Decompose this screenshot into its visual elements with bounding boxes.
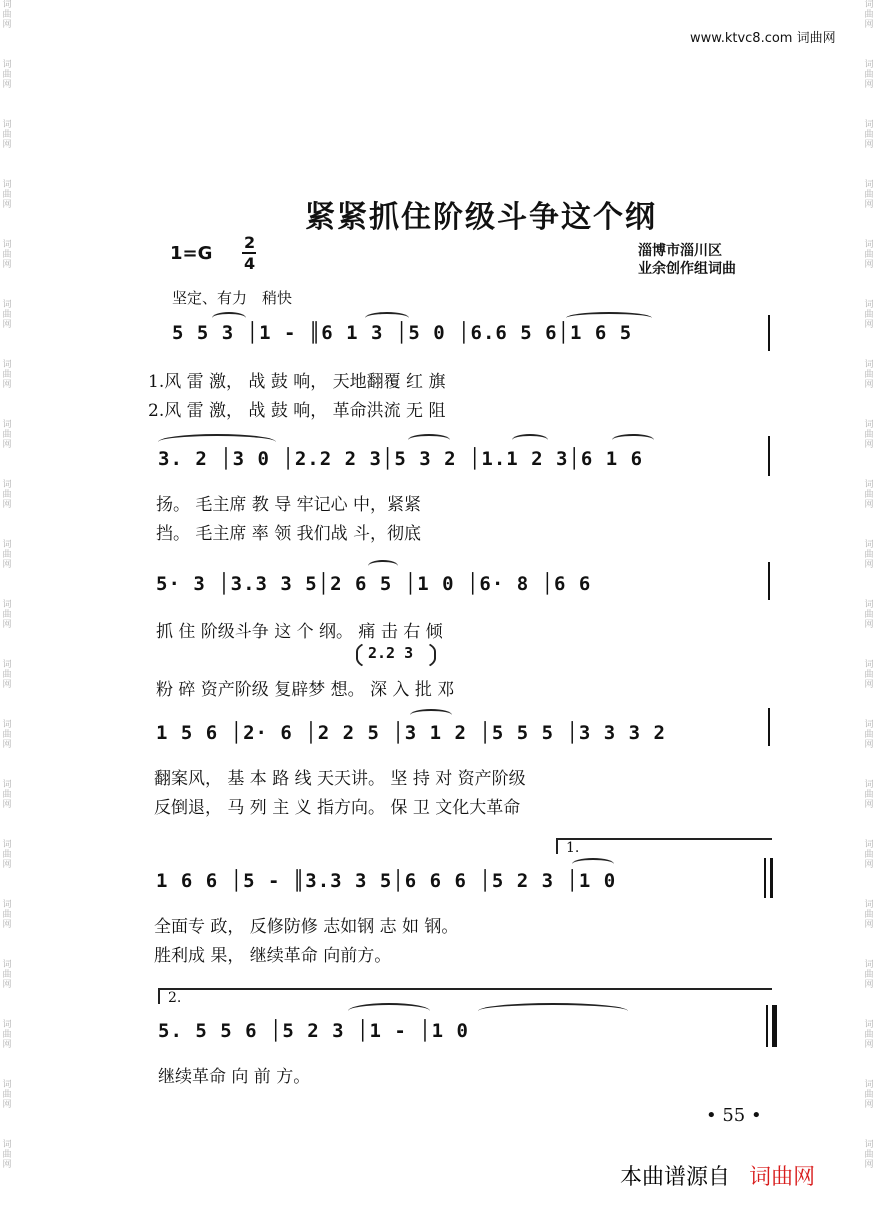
watermark-glyph: 网: [864, 200, 874, 210]
watermark-glyph: 曲: [2, 130, 12, 140]
watermark-gap: [862, 450, 876, 480]
watermark-glyph: 词: [2, 300, 12, 310]
watermark-gap: [0, 330, 14, 360]
lyrics-s3-v1: 抓 住 阶级斗争 这 个 纲。 痛 击 右 倾: [156, 622, 443, 642]
watermark-glyph: 网: [2, 680, 12, 690]
credit-line-2: 业余创作组词曲: [638, 261, 736, 277]
watermark-glyph: 曲: [2, 910, 12, 920]
watermark-glyph: 网: [2, 260, 12, 270]
watermark-glyph: 曲: [2, 1090, 12, 1100]
lyrics-s2-v1: 扬。 毛主席 教 导 牢记心 中，紧紧: [156, 495, 422, 515]
watermark-glyph: 曲: [2, 1150, 12, 1160]
watermark-glyph: 曲: [864, 190, 874, 200]
tempo-marking: 坚定、有力 稍快: [172, 289, 293, 307]
watermark-glyph: 词: [864, 600, 874, 610]
watermark-glyph: 网: [864, 1160, 874, 1170]
site-url[interactable]: www.ktvc8.com: [690, 31, 793, 46]
watermark-glyph: 网: [2, 860, 12, 870]
key-signature: 1=G: [170, 243, 213, 264]
watermark-glyph: 词: [2, 240, 12, 250]
watermark-glyph: 曲: [2, 370, 12, 380]
watermark-glyph: 网: [864, 1040, 874, 1050]
watermark-gap: [0, 30, 14, 60]
watermark-glyph: 网: [2, 920, 12, 930]
watermark-gap: [0, 570, 14, 600]
watermark-gap: [0, 750, 14, 780]
watermark-gap: [0, 1050, 14, 1080]
watermark-glyph: 网: [864, 620, 874, 630]
watermark-left: [0, 0, 14, 1200]
watermark-glyph: 网: [864, 260, 874, 270]
watermark-glyph: 词: [864, 780, 874, 790]
watermark-glyph: 曲: [2, 490, 12, 500]
watermark-glyph: 曲: [864, 670, 874, 680]
watermark-glyph: 网: [864, 380, 874, 390]
watermark-glyph: 词: [864, 60, 874, 70]
watermark-glyph: 网: [2, 320, 12, 330]
watermark-right: [862, 0, 876, 1200]
watermark-gap: [862, 930, 876, 960]
watermark-glyph: 曲: [2, 610, 12, 620]
watermark-gap: [0, 990, 14, 1020]
watermark-glyph: 词: [864, 720, 874, 730]
watermark-glyph: 曲: [2, 70, 12, 80]
watermark-glyph: 词: [2, 180, 12, 190]
watermark-gap: [862, 750, 876, 780]
barline: [768, 436, 770, 476]
watermark-glyph: 词: [864, 360, 874, 370]
footer-source[interactable]: [620, 1160, 815, 1191]
watermark-glyph: 词: [2, 360, 12, 370]
watermark-glyph: 词: [864, 180, 874, 190]
watermark-glyph: 网: [2, 1100, 12, 1110]
watermark-glyph: 网: [2, 620, 12, 630]
watermark-glyph: 曲: [2, 190, 12, 200]
time-sig-top: 2: [244, 233, 256, 252]
watermark-glyph: 词: [864, 840, 874, 850]
watermark-glyph: 网: [864, 320, 874, 330]
tie: [478, 1003, 628, 1019]
watermark-glyph: 网: [2, 1160, 12, 1170]
slur: [512, 434, 548, 446]
watermark-glyph: 词: [864, 480, 874, 490]
watermark-glyph: 曲: [2, 790, 12, 800]
watermark-glyph: 曲: [2, 250, 12, 260]
watermark-glyph: 词: [864, 660, 874, 670]
watermark-glyph: 词: [864, 300, 874, 310]
watermark-glyph: 曲: [864, 1150, 874, 1160]
barline: [768, 708, 770, 746]
watermark-gap: [0, 1170, 14, 1200]
watermark-glyph: 词: [864, 900, 874, 910]
slur: [410, 709, 452, 721]
watermark-gap: [862, 390, 876, 420]
watermark-gap: [0, 810, 14, 840]
notes-system-1: 5 5 3 │1 - ║6 1 3 │5 0 │6.6 5 6│1 6 5: [172, 322, 633, 344]
watermark-glyph: 曲: [864, 490, 874, 500]
paren-notes: 2.2 3: [368, 644, 414, 662]
watermark-glyph: 网: [864, 80, 874, 90]
watermark-glyph: 网: [2, 1040, 12, 1050]
lyrics-s5-v2: 胜利成 果， 继续革命 向前方。: [154, 946, 392, 966]
barline-final-thick: [772, 1005, 777, 1047]
watermark-glyph: 网: [2, 80, 12, 90]
watermark-glyph: 词: [2, 60, 12, 70]
watermark-gap: [862, 630, 876, 660]
watermark-gap: [0, 450, 14, 480]
watermark-gap: [862, 30, 876, 60]
watermark-glyph: 词: [2, 600, 12, 610]
watermark-glyph: 曲: [2, 970, 12, 980]
notes-system-3: 5· 3 │3.3 3 5│2 6 5 │1 0 │6· 8 │6 6: [156, 573, 592, 595]
lyrics-s6-v1: 继续革命 向 前 方。: [158, 1067, 311, 1087]
watermark-glyph: 网: [2, 200, 12, 210]
barline-final-thin: [766, 1005, 768, 1047]
watermark-gap: [862, 810, 876, 840]
site-name[interactable]: 词曲网: [796, 31, 836, 46]
watermark-gap: [862, 990, 876, 1020]
watermark-glyph: 曲: [864, 310, 874, 320]
watermark-glyph: 词: [864, 540, 874, 550]
watermark-glyph: 网: [864, 560, 874, 570]
watermark-glyph: 曲: [864, 910, 874, 920]
notes-system-6: 5. 5 5 6 │5 2 3 │1 - │1 0: [158, 1020, 469, 1042]
watermark-glyph: 网: [2, 20, 12, 30]
watermark-glyph: 网: [2, 440, 12, 450]
notes-system-5: 1 6 6 │5 - ║3.3 3 5│6 6 6 │5 2 3 │1 0: [156, 870, 617, 892]
lyrics-s2-v2: 挡。 毛主席 率 领 我们战 斗，彻底: [156, 524, 422, 544]
watermark-glyph: 词: [864, 0, 874, 10]
lyrics-s3-v2: 粉 碎 资产阶级 复辟梦 想。 深 入 批 邓: [156, 680, 455, 700]
watermark-gap: [0, 690, 14, 720]
time-sig-bottom: 4: [244, 254, 256, 273]
lyrics-s1-v2: 2.风 雷 激， 战 鼓 响， 革命洪流 无 阻: [148, 401, 446, 421]
watermark-glyph: 词: [2, 420, 12, 430]
watermark-glyph: 词: [2, 1080, 12, 1090]
watermark-glyph: 曲: [2, 1030, 12, 1040]
watermark-glyph: 曲: [2, 10, 12, 20]
watermark-gap: [862, 1110, 876, 1140]
watermark-gap: [0, 390, 14, 420]
watermark-glyph: 词: [864, 420, 874, 430]
watermark-glyph: 曲: [864, 10, 874, 20]
watermark-glyph: 曲: [2, 430, 12, 440]
watermark-glyph: 网: [864, 800, 874, 810]
watermark-gap: [862, 270, 876, 300]
song-title: 紧紧抓住阶级斗争这个纲: [305, 200, 657, 235]
watermark-glyph: 网: [2, 800, 12, 810]
notes-system-4: 1 5 6 │2· 6 │2 2 5 │3 1 2 │5 5 5 │3 3 3 2: [156, 722, 666, 744]
watermark-gap: [862, 1170, 876, 1200]
watermark-glyph: 网: [2, 380, 12, 390]
watermark-glyph: 词: [864, 1140, 874, 1150]
watermark-gap: [0, 270, 14, 300]
slur: [572, 858, 614, 870]
watermark-glyph: 词: [2, 780, 12, 790]
watermark-gap: [862, 690, 876, 720]
volta-bracket-1: [556, 838, 772, 854]
watermark-glyph: 曲: [864, 730, 874, 740]
watermark-glyph: 词: [864, 240, 874, 250]
site-header[interactable]: [690, 27, 836, 46]
lyrics-s5-v1: 全面专 政， 反修防修 志如钢 志 如 钢。: [154, 917, 459, 937]
volta-label-1: 1.: [566, 840, 580, 856]
watermark-gap: [862, 210, 876, 240]
watermark-glyph: 词: [2, 120, 12, 130]
watermark-glyph: 曲: [864, 370, 874, 380]
watermark-glyph: 曲: [2, 670, 12, 680]
page-number: • 55 •: [706, 1105, 762, 1126]
watermark-glyph: 词: [2, 0, 12, 10]
watermark-gap: [862, 90, 876, 120]
watermark-gap: [0, 1110, 14, 1140]
watermark-glyph: 词: [2, 480, 12, 490]
watermark-gap: [862, 570, 876, 600]
barline-repeat: [770, 858, 773, 898]
watermark-glyph: 网: [864, 680, 874, 690]
watermark-glyph: 曲: [2, 850, 12, 860]
slur: [408, 434, 450, 446]
watermark-glyph: 曲: [864, 1030, 874, 1040]
watermark-glyph: 网: [864, 20, 874, 30]
watermark-glyph: 词: [2, 960, 12, 970]
watermark-glyph: 网: [2, 560, 12, 570]
lyrics-s4-v2: 反倒退， 马 列 主 义 指方向。 保 卫 文化大革命: [154, 798, 521, 818]
watermark-glyph: 曲: [2, 550, 12, 560]
watermark-gap: [0, 930, 14, 960]
watermark-glyph: 网: [2, 140, 12, 150]
watermark-glyph: 曲: [864, 850, 874, 860]
credit-line-1: 淄博市淄川区: [638, 243, 722, 259]
watermark-glyph: 曲: [2, 730, 12, 740]
watermark-gap: [862, 510, 876, 540]
watermark-glyph: 曲: [864, 610, 874, 620]
lyrics-s4-v1: 翻案风， 基 本 路 线 天天讲。 坚 持 对 资产阶级: [154, 769, 526, 789]
watermark-glyph: 曲: [864, 550, 874, 560]
watermark-gap: [0, 150, 14, 180]
barline: [764, 858, 766, 898]
watermark-gap: [0, 510, 14, 540]
volta-label-2: 2.: [168, 990, 182, 1006]
watermark-glyph: 网: [864, 980, 874, 990]
volta-bracket-2: [158, 988, 772, 1004]
slur: [612, 434, 654, 446]
watermark-gap: [862, 1050, 876, 1080]
watermark-glyph: 网: [864, 740, 874, 750]
watermark-glyph: 曲: [864, 130, 874, 140]
watermark-glyph: 词: [2, 1020, 12, 1030]
watermark-gap: [0, 630, 14, 660]
watermark-gap: [0, 870, 14, 900]
watermark-glyph: 网: [864, 140, 874, 150]
notes-system-2: 3. 2 │3 0 │2.2 2 3│5 3 2 │1.1 2 3│6 1 6: [158, 448, 644, 470]
watermark-gap: [862, 870, 876, 900]
watermark-glyph: 曲: [2, 310, 12, 320]
watermark-glyph: 词: [864, 1020, 874, 1030]
watermark-glyph: 网: [864, 920, 874, 930]
watermark-glyph: 词: [2, 540, 12, 550]
watermark-glyph: 曲: [864, 790, 874, 800]
watermark-glyph: 曲: [864, 970, 874, 980]
watermark-glyph: 曲: [864, 430, 874, 440]
watermark-glyph: 词: [864, 120, 874, 130]
watermark-glyph: 词: [2, 720, 12, 730]
watermark-gap: [0, 90, 14, 120]
watermark-glyph: 网: [2, 500, 12, 510]
slur: [368, 560, 398, 572]
watermark-glyph: 词: [2, 840, 12, 850]
credit: [638, 242, 736, 278]
watermark-glyph: 词: [864, 960, 874, 970]
watermark-glyph: 曲: [864, 70, 874, 80]
watermark-glyph: 网: [2, 980, 12, 990]
footer-source-site[interactable]: 词曲网: [749, 1165, 816, 1190]
watermark-glyph: 词: [2, 1140, 12, 1150]
watermark-glyph: 网: [864, 500, 874, 510]
watermark-glyph: 曲: [864, 1090, 874, 1100]
watermark-glyph: 网: [864, 440, 874, 450]
watermark-glyph: 网: [864, 1100, 874, 1110]
watermark-gap: [862, 150, 876, 180]
watermark-glyph: 词: [2, 660, 12, 670]
footer-source-text: 本曲谱源自: [620, 1165, 731, 1190]
watermark-glyph: 词: [2, 900, 12, 910]
watermark-gap: [0, 210, 14, 240]
watermark-glyph: 词: [864, 1080, 874, 1090]
watermark-gap: [862, 330, 876, 360]
watermark-glyph: 曲: [864, 250, 874, 260]
watermark-glyph: 网: [864, 860, 874, 870]
lyrics-s1-v1: 1.风 雷 激， 战 鼓 响， 天地翻覆 红 旗: [148, 372, 446, 392]
slur: [348, 1003, 430, 1019]
barline: [768, 315, 770, 351]
barline: [768, 562, 770, 600]
watermark-glyph: 网: [2, 740, 12, 750]
